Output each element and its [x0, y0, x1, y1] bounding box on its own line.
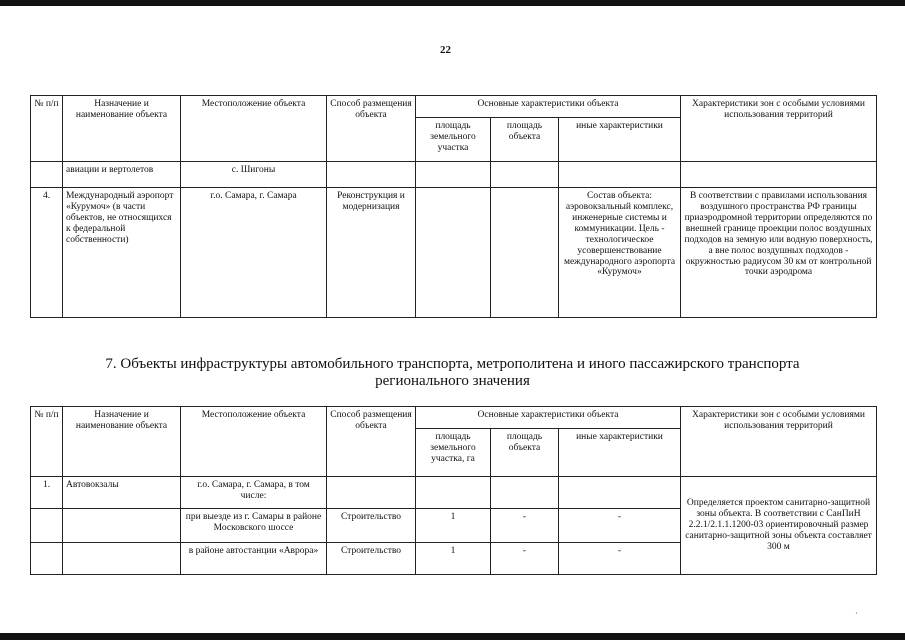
top-border-line: [0, 0, 905, 6]
table-cell: [31, 162, 63, 188]
header-zones: Характеристики зон с особыми условиями использования территорий: [681, 407, 877, 477]
table-cell: [491, 188, 559, 318]
sub-area-object: -: [491, 509, 559, 543]
table-cell: [416, 162, 491, 188]
header-area-object: площадь объекта: [491, 118, 559, 162]
page-number: 22: [440, 44, 451, 56]
sub-area-object: -: [491, 543, 559, 575]
row-location: с. Шигоны: [181, 162, 327, 188]
table-cell: [63, 509, 181, 543]
row-num: 4.: [31, 188, 63, 318]
table-cell: [31, 509, 63, 543]
header-location: Местоположение объекта: [181, 96, 327, 162]
table-cell: [416, 188, 491, 318]
sub-method: Строительство: [327, 543, 416, 575]
table-cell: [491, 162, 559, 188]
header-area-land: площадь земельного участка: [416, 118, 491, 162]
header-name: Назначение и наименование объекта: [63, 96, 181, 162]
table-cell: [327, 477, 416, 509]
row-name: Автовокзалы: [63, 477, 181, 509]
table-cell: [559, 162, 681, 188]
sub-location: в районе автостанции «Аврора»: [181, 543, 327, 575]
sub-method: Строительство: [327, 509, 416, 543]
section-title: 7. Объекты инфраструктуры автомобильного транспорта, метрополитена и иного пассажирского транспорта регионального значения: [105, 356, 800, 389]
header-other: иные характеристики: [559, 118, 681, 162]
row-other: Состав объекта: аэровокзальный комплекс, инженерные системы и коммуникации. Цель - технологическое усовершенствование международного аэропорта «Курумоч»: [559, 188, 681, 318]
scan-mark: ·: [855, 609, 858, 618]
row-name: авиации и вертолетов: [63, 162, 181, 188]
table-cell: [681, 162, 877, 188]
row-num: 1.: [31, 477, 63, 509]
table-cell: [327, 162, 416, 188]
header-zones: Характеристики зон с особыми условиями использования территорий: [681, 96, 877, 162]
row-zones: Определяется проектом санитарно-защитной зоны объекта. В соответствии с СанПиН 2.2.1/2.1.1.1200-03 ориентировочный размер санитарно-защитной зоны объекта составляет 300 м: [681, 477, 877, 575]
header-num: № п/п: [31, 407, 63, 477]
header-main-characteristics: Основные характеристики объекта: [416, 407, 681, 429]
header-method: Способ размещения объекта: [327, 96, 416, 162]
sub-area-land: 1: [416, 543, 491, 575]
sub-other: -: [559, 509, 681, 543]
row-location: г.о. Самара, г. Самара: [181, 188, 327, 318]
road-transport-objects-table: [30, 406, 877, 575]
header-num: № п/п: [31, 96, 63, 162]
sub-area-land: 1: [416, 509, 491, 543]
row-zones: В соответствии с правилами использования воздушного пространства РФ границы приаэродромной территории определяются по внешней границе проекции полос воздушных подходов на земную или водную поверхность, а вне полос воздушных подходов - окружностью радиусом 30 км от контрольной точки аэродрома: [681, 188, 877, 318]
header-area-object: площадь объекта: [491, 429, 559, 477]
header-name: Назначение и наименование объекта: [63, 407, 181, 477]
row-method: Реконструкция и модернизация: [327, 188, 416, 318]
bottom-border-line: [0, 633, 905, 640]
header-main-characteristics: Основные характеристики объекта: [416, 96, 681, 118]
header-method: Способ размещения объекта: [327, 407, 416, 477]
table-cell: [416, 477, 491, 509]
table-cell: [31, 543, 63, 575]
header-location: Местоположение объекта: [181, 407, 327, 477]
table-cell: [491, 477, 559, 509]
row-location: г.о. Самара, г. Самара, в том числе:: [181, 477, 327, 509]
aviation-objects-table: [30, 95, 877, 318]
table-cell: [559, 477, 681, 509]
row-name: Международный аэропорт «Курумоч» (в части объектов, не относящихся к федеральной собственности): [63, 188, 181, 318]
sub-other: -: [559, 543, 681, 575]
sub-location: при выезде из г. Самары в районе Московского шоссе: [181, 509, 327, 543]
table-cell: [63, 543, 181, 575]
header-area-land-ha: площадь земельного участка, га: [416, 429, 491, 477]
header-other: иные характеристики: [559, 429, 681, 477]
